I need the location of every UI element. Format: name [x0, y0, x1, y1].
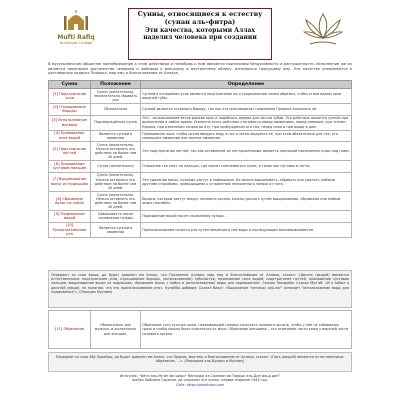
sunna-status: Сунна (желательно). Нельзя оставлять это действие на более чем 40 дней. [91, 142, 141, 161]
table-header-sunna: Сунна [49, 81, 91, 89]
sunna-name: [8] Сбривание волос на лобке [49, 191, 91, 210]
website-link[interactable]: Сайт: https://alsarhaan.com [176, 382, 224, 387]
sunna-definition: Прополаскивание полости рта путём введения в неё воды и последующим выплёвыванием её. [141, 222, 352, 238]
sunna-name: [9] Подмывание водой [49, 211, 91, 223]
sunna-status: Является сунной в омовении [91, 222, 141, 238]
sunna-definition: Подмывание водой после справления нужды. [141, 211, 352, 223]
sunna-definition: Волосы, которые растут вокруг полового органа, можно удалять путём выщипывания, сбривания или любым иным способом. [141, 191, 352, 210]
sunna-status: Сунна (желательно). Нельзя оставлять это действие на более чем 40 дней. [91, 172, 141, 191]
table-row [49, 104, 352, 116]
brand-name: Mufti Rafiq [57, 34, 95, 41]
sunna-name: [1] Подстригание усов [49, 89, 91, 104]
sunna-definition: Очищение тех мест на пальцах, где может скапливаться грязь, в таких как суставы и ногти. [141, 161, 352, 173]
sunna-name: [2] Отращивание бороды [49, 104, 91, 116]
intro-paragraph: В мусульманском обществе пренебрежение к этим действиям и нелюбовь к ним являются признаками бездуховности и распущенности. Исполнение же их является признаком достоинства человека и любовью к внешнему и внутреннему облику, изначально присущему ему. Эти качества упоминаются в достоверных хадисах Пророка, мир ему и благословение от Аллаха. [48, 62, 352, 76]
sunna-name: [5] Подстригание ногтей [49, 142, 91, 161]
sunna-name: [6] Промывание суставов пальцев [49, 161, 91, 173]
title-box [128, 8, 272, 60]
page-title: Сунны, относящиеся к естеству (сунан аль-фитра) [137, 10, 263, 26]
hadith-quote-2: Передают со слов Абу Хурайры, да будет доволен им Аллах, что Пророк, мир ему и благословение от Аллаха, сказал: «Пять (вещей) являются естественными: обрезание, ...». (Передали аль-Бухари и Муслим) [48, 352, 352, 372]
sources [48, 374, 352, 387]
sunna-name: [11] Обрезание [49, 311, 91, 349]
table-header-definition: Определение [141, 81, 352, 89]
sunna-name: [3] Использование мисвака [49, 115, 91, 130]
sunna-table [48, 80, 352, 238]
table-header-status: Положение [91, 81, 141, 89]
sunna-status: Сунна (желательно). Нельзя оставлять это действие на более чем 40 дней. [91, 191, 141, 210]
sunna-status: Является сунной в омовении [91, 130, 141, 142]
sunna-status: Сунна (желательно), нежелательно сбривать усы [91, 89, 141, 104]
table-row [49, 161, 352, 173]
brand-logo [48, 8, 104, 52]
table-row [49, 311, 352, 349]
brand-subtitle: Al-Ilahiyat College [59, 41, 93, 45]
sunna-name: [7] Выщипывание волос из подмышек [49, 172, 91, 191]
sunna-definition: Промывание носа: чтобы потом вводить воду в нос и затем выдувать её, при этом обязательно для тех, кто совершает омовение или полное омовение. [141, 130, 352, 142]
sunna-status: Совершается после справления нужды [91, 211, 141, 223]
page-subtitle: Эти качества, которыми Аллах наделил человека при создании [143, 27, 257, 42]
table-row [49, 142, 352, 161]
sunna-definition: Это удаление волос, которые растут в подмышках. Их можно выщипывать, сбривать или удалять любыми другими способами, приводящими к устранению неприятного запаха от пота. [141, 172, 352, 191]
sunna-definition: Обрезание того кусочка кожи, покрывающей головку мужского полового органа, чтобы у неё не собиралась грязь и чтобы можно было очиститься от мочи. Обрезание женщины – это отрезание части кожи у верхней части полового органа. [141, 311, 352, 349]
sunna-definition: Сунной в отношении усов является подстригание их и укорачивание таким образом, чтобы стали видны края верхней губы. [141, 89, 352, 104]
table-row [49, 89, 352, 104]
sunna-name: [10] Прополаскивание рта [49, 222, 91, 238]
sunna-status: Обязательно [91, 104, 141, 116]
sunna-definition: Это – использование ветки дерева арак и подобного дерева для чистки зубов. Это действие является сунной при выполнении в любое время. Усиленно этого действие становится перед омовением, перед намазом, при чтении Корана, при изменении запаха во рту, при пробуждении ото сна, перед сном и при входе в дом. [141, 115, 352, 130]
mosque-icon [62, 8, 90, 34]
source-line-1: Источник: "Фатх аль-Му'ин фи шарх" Манхадж аз-Салихин ва Тавдых аль-Дин фи-д-дин" [119, 374, 281, 378]
table-row [49, 191, 352, 210]
table-row [49, 115, 352, 130]
circumcision-table [48, 310, 352, 349]
hadith-quote: Передают со слов Аиши, да будет доволен ею Аллах, что Посланник Аллаха, мир ему и благословение от Аллаха, сказал: «Десять (вещей) являются естественными: подстригание усов, отращивание бороды, (использование) зубочистки, промывание носа водой, подстригание ногтей, промывание суставов пальцев, выщипывание волос из подмышек, сбривание волос с лобка и (использование) воды для подмывания». Сказал Закарийа: Сказал Мус'аб: «И я забыл о десятой (вещи), но полагаю, что это прополаскивание рта». Кутайба добавил: Сказал Ваки': «Выражение "интикас аль-ма'" означает "использование воды для подмывания"». (Передал Муслим) [48, 270, 352, 308]
table-row [49, 130, 352, 142]
sunna-status: Обязательно для мужчин, и желательно для женщин. [91, 311, 141, 349]
source-line-2: шейха Хайсама Сархана, да сохранит его Аллах, первое издание 1443 год. [132, 378, 268, 383]
header [48, 4, 352, 62]
ornament-icon [298, 8, 348, 54]
sunna-definition: Это подстригание ногтей, так как оставление их нестриженными является причиной накопления грязи под ними. [141, 142, 352, 161]
table-row [49, 172, 352, 191]
table-row [49, 222, 352, 238]
sunna-status: Подтверждённая сунна [91, 115, 141, 130]
sunna-name: [4] Промывание носа водой [49, 130, 91, 142]
table-row [49, 211, 352, 223]
sunna-status: Сунна (желательно) [91, 161, 141, 173]
sunna-definition: Сунной является оставлять бороду, так как это противоречит повелению Пророка сохранять её. [141, 104, 352, 116]
